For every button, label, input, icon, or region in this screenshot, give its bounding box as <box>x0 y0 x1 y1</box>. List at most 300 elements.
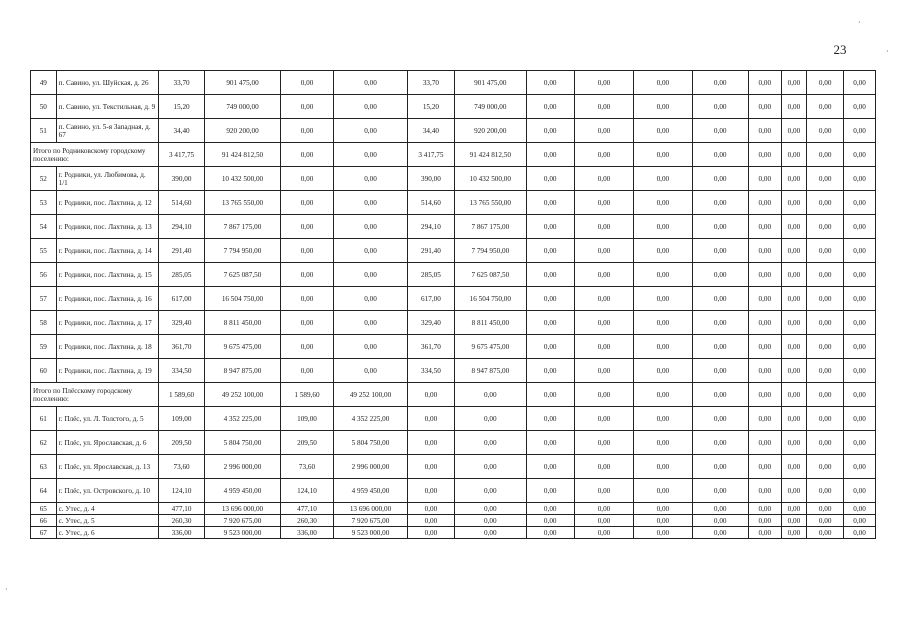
value-cell-9: 0,00 <box>634 515 692 527</box>
value-cell-14: 0,00 <box>844 95 876 119</box>
value-cell-11: 0,00 <box>748 479 781 503</box>
row-name: п. Савино, ул. Шуйская, д. 26 <box>56 71 158 95</box>
value-cell-1: 477,10 <box>159 503 205 515</box>
row-number: 53 <box>31 191 57 215</box>
value-cell-13: 0,00 <box>807 431 844 455</box>
value-cell-9: 0,00 <box>634 455 692 479</box>
value-cell-2: 4 959 450,00 <box>205 479 281 503</box>
value-cell-9: 0,00 <box>634 119 692 143</box>
value-cell-10: 0,00 <box>692 263 748 287</box>
row-number: 55 <box>31 239 57 263</box>
value-cell-2: 2 996 000,00 <box>205 455 281 479</box>
table-row <box>31 431 876 455</box>
row-name: г. Плёс, ул. Островского, д. 10 <box>56 479 158 503</box>
value-cell-13: 0,00 <box>807 119 844 143</box>
value-cell-9: 0,00 <box>634 335 692 359</box>
value-cell-2: 13 696 000,00 <box>205 503 281 515</box>
value-cell-6: 749 000,00 <box>454 95 526 119</box>
value-cell-1: 285,05 <box>159 263 205 287</box>
value-cell-7: 0,00 <box>526 119 574 143</box>
value-cell-1: 361,70 <box>159 335 205 359</box>
table-row <box>31 311 876 335</box>
value-cell-5: 0,00 <box>407 515 454 527</box>
value-cell-1: 617,00 <box>159 287 205 311</box>
row-name: Итого по Родниковскому городскому поселению: <box>31 143 159 167</box>
value-cell-13: 0,00 <box>807 479 844 503</box>
value-cell-14: 0,00 <box>844 431 876 455</box>
value-cell-14: 0,00 <box>844 335 876 359</box>
value-cell-8: 0,00 <box>574 455 633 479</box>
row-number: 65 <box>31 503 57 515</box>
row-name: п. Савино, ул. 5-я Западная, д. 67 <box>56 119 158 143</box>
value-cell-9: 0,00 <box>634 407 692 431</box>
value-cell-1: 73,60 <box>159 455 205 479</box>
value-cell-5: 34,40 <box>407 119 454 143</box>
row-name: п. Савино, ул. Текстильная, д. 9 <box>56 95 158 119</box>
value-cell-7: 0,00 <box>526 311 574 335</box>
value-cell-5: 0,00 <box>407 479 454 503</box>
value-cell-7: 0,00 <box>526 503 574 515</box>
value-cell-2: 4 352 225,00 <box>205 407 281 431</box>
value-cell-5: 0,00 <box>407 431 454 455</box>
value-cell-9: 0,00 <box>634 71 692 95</box>
value-cell-13: 0,00 <box>807 191 844 215</box>
value-cell-8: 0,00 <box>574 359 633 383</box>
value-cell-9: 0,00 <box>634 527 692 539</box>
value-cell-2: 7 867 175,00 <box>205 215 281 239</box>
value-cell-10: 0,00 <box>692 335 748 359</box>
value-cell-2: 8 947 875,00 <box>205 359 281 383</box>
row-number: 64 <box>31 479 57 503</box>
value-cell-7: 0,00 <box>526 407 574 431</box>
value-cell-5: 0,00 <box>407 503 454 515</box>
value-cell-1: 329,40 <box>159 311 205 335</box>
value-cell-2: 749 000,00 <box>205 95 281 119</box>
value-cell-1: 334,50 <box>159 359 205 383</box>
row-name: г. Родники, пос. Лахтина, д. 13 <box>56 215 158 239</box>
value-cell-4: 9 523 000,00 <box>334 527 408 539</box>
value-cell-7: 0,00 <box>526 143 574 167</box>
value-cell-8: 0,00 <box>574 143 633 167</box>
value-cell-7: 0,00 <box>526 191 574 215</box>
value-cell-1: 336,00 <box>159 527 205 539</box>
value-cell-2: 91 424 812,50 <box>205 143 281 167</box>
value-cell-10: 0,00 <box>692 119 748 143</box>
row-name: г. Родники, пос. Лахтина, д. 17 <box>56 311 158 335</box>
value-cell-6: 10 432 500,00 <box>454 167 526 191</box>
value-cell-1: 109,00 <box>159 407 205 431</box>
row-number: 66 <box>31 515 57 527</box>
value-cell-1: 1 589,60 <box>159 383 205 407</box>
value-cell-9: 0,00 <box>634 479 692 503</box>
value-cell-7: 0,00 <box>526 215 574 239</box>
row-number: 60 <box>31 359 57 383</box>
value-cell-11: 0,00 <box>748 335 781 359</box>
value-cell-5: 285,05 <box>407 263 454 287</box>
value-cell-13: 0,00 <box>807 503 844 515</box>
value-cell-10: 0,00 <box>692 239 748 263</box>
value-cell-12: 0,00 <box>781 119 807 143</box>
value-cell-11: 0,00 <box>748 515 781 527</box>
value-cell-13: 0,00 <box>807 95 844 119</box>
value-cell-14: 0,00 <box>844 359 876 383</box>
row-name: г. Плёс, ул. Ярославская, д. 6 <box>56 431 158 455</box>
row-number: 56 <box>31 263 57 287</box>
value-cell-9: 0,00 <box>634 95 692 119</box>
value-cell-3: 0,00 <box>280 287 333 311</box>
value-cell-9: 0,00 <box>634 287 692 311</box>
row-name: г. Плёс, ул. Л. Толстого, д. 5 <box>56 407 158 431</box>
row-name: с. Утес, д. 5 <box>56 515 158 527</box>
value-cell-13: 0,00 <box>807 143 844 167</box>
value-cell-11: 0,00 <box>748 119 781 143</box>
value-cell-8: 0,00 <box>574 479 633 503</box>
value-cell-9: 0,00 <box>634 359 692 383</box>
value-cell-12: 0,00 <box>781 167 807 191</box>
value-cell-11: 0,00 <box>748 383 781 407</box>
value-cell-10: 0,00 <box>692 431 748 455</box>
value-cell-3: 124,10 <box>280 479 333 503</box>
value-cell-14: 0,00 <box>844 239 876 263</box>
value-cell-4: 0,00 <box>334 191 408 215</box>
value-cell-9: 0,00 <box>634 215 692 239</box>
value-cell-12: 0,00 <box>781 71 807 95</box>
value-cell-1: 514,60 <box>159 191 205 215</box>
value-cell-5: 3 417,75 <box>407 143 454 167</box>
value-cell-13: 0,00 <box>807 335 844 359</box>
value-cell-9: 0,00 <box>634 167 692 191</box>
value-cell-8: 0,00 <box>574 503 633 515</box>
value-cell-11: 0,00 <box>748 455 781 479</box>
value-cell-2: 13 765 550,00 <box>205 191 281 215</box>
value-cell-3: 0,00 <box>280 95 333 119</box>
value-cell-14: 0,00 <box>844 263 876 287</box>
value-cell-6: 0,00 <box>454 383 526 407</box>
value-cell-13: 0,00 <box>807 527 844 539</box>
value-cell-7: 0,00 <box>526 431 574 455</box>
value-cell-13: 0,00 <box>807 263 844 287</box>
value-cell-10: 0,00 <box>692 515 748 527</box>
value-cell-7: 0,00 <box>526 287 574 311</box>
value-cell-1: 34,40 <box>159 119 205 143</box>
value-cell-3: 0,00 <box>280 143 333 167</box>
value-cell-2: 901 475,00 <box>205 71 281 95</box>
value-cell-9: 0,00 <box>634 239 692 263</box>
value-cell-11: 0,00 <box>748 407 781 431</box>
value-cell-4: 0,00 <box>334 287 408 311</box>
value-cell-2: 16 504 750,00 <box>205 287 281 311</box>
value-cell-8: 0,00 <box>574 71 633 95</box>
value-cell-8: 0,00 <box>574 95 633 119</box>
table-row <box>31 239 876 263</box>
value-cell-2: 920 200,00 <box>205 119 281 143</box>
value-cell-3: 109,00 <box>280 407 333 431</box>
value-cell-2: 7 625 087,50 <box>205 263 281 287</box>
value-cell-10: 0,00 <box>692 95 748 119</box>
value-cell-4: 4 959 450,00 <box>334 479 408 503</box>
value-cell-12: 0,00 <box>781 359 807 383</box>
value-cell-1: 260,30 <box>159 515 205 527</box>
value-cell-12: 0,00 <box>781 335 807 359</box>
value-cell-1: 124,10 <box>159 479 205 503</box>
value-cell-7: 0,00 <box>526 479 574 503</box>
row-name: г. Родники, пос. Лахтина, д. 16 <box>56 287 158 311</box>
table-row <box>31 167 876 191</box>
value-cell-14: 0,00 <box>844 455 876 479</box>
value-cell-10: 0,00 <box>692 359 748 383</box>
value-cell-12: 0,00 <box>781 503 807 515</box>
value-cell-9: 0,00 <box>634 383 692 407</box>
value-cell-14: 0,00 <box>844 407 876 431</box>
value-cell-3: 0,00 <box>280 239 333 263</box>
value-cell-6: 7 625 087,50 <box>454 263 526 287</box>
value-cell-6: 8 947 875,00 <box>454 359 526 383</box>
table-row <box>31 95 876 119</box>
row-number: 54 <box>31 215 57 239</box>
value-cell-12: 0,00 <box>781 191 807 215</box>
value-cell-6: 7 794 950,00 <box>454 239 526 263</box>
value-cell-6: 0,00 <box>454 455 526 479</box>
value-cell-2: 7 920 675,00 <box>205 515 281 527</box>
value-cell-10: 0,00 <box>692 383 748 407</box>
value-cell-4: 0,00 <box>334 263 408 287</box>
value-cell-11: 0,00 <box>748 359 781 383</box>
value-cell-6: 901 475,00 <box>454 71 526 95</box>
table-row <box>31 407 876 431</box>
value-cell-9: 0,00 <box>634 191 692 215</box>
value-cell-13: 0,00 <box>807 515 844 527</box>
value-cell-10: 0,00 <box>692 191 748 215</box>
value-cell-8: 0,00 <box>574 239 633 263</box>
value-cell-6: 0,00 <box>454 515 526 527</box>
value-cell-3: 0,00 <box>280 119 333 143</box>
row-name: г. Родники, пос. Лахтина, д. 12 <box>56 191 158 215</box>
table-row <box>31 71 876 95</box>
value-cell-7: 0,00 <box>526 71 574 95</box>
value-cell-8: 0,00 <box>574 407 633 431</box>
value-cell-12: 0,00 <box>781 215 807 239</box>
value-cell-14: 0,00 <box>844 479 876 503</box>
value-cell-4: 7 920 675,00 <box>334 515 408 527</box>
value-cell-1: 33,70 <box>159 71 205 95</box>
value-cell-14: 0,00 <box>844 143 876 167</box>
row-number: 63 <box>31 455 57 479</box>
value-cell-11: 0,00 <box>748 71 781 95</box>
row-name: г. Родники, пос. Лахтина, д. 19 <box>56 359 158 383</box>
value-cell-14: 0,00 <box>844 383 876 407</box>
row-number: 62 <box>31 431 57 455</box>
value-cell-7: 0,00 <box>526 335 574 359</box>
total-row <box>31 143 876 167</box>
value-cell-7: 0,00 <box>526 359 574 383</box>
value-cell-11: 0,00 <box>748 167 781 191</box>
value-cell-8: 0,00 <box>574 311 633 335</box>
value-cell-6: 0,00 <box>454 503 526 515</box>
value-cell-12: 0,00 <box>781 455 807 479</box>
top-right-dot-mark: · <box>858 18 861 27</box>
value-cell-12: 0,00 <box>781 263 807 287</box>
value-cell-6: 0,00 <box>454 479 526 503</box>
value-cell-14: 0,00 <box>844 515 876 527</box>
value-cell-10: 0,00 <box>692 479 748 503</box>
value-cell-4: 0,00 <box>334 143 408 167</box>
row-name: г. Родники, пос. Лахтина, д. 18 <box>56 335 158 359</box>
value-cell-9: 0,00 <box>634 143 692 167</box>
row-number: 61 <box>31 407 57 431</box>
value-cell-6: 0,00 <box>454 407 526 431</box>
value-cell-8: 0,00 <box>574 263 633 287</box>
table-row <box>31 215 876 239</box>
value-cell-12: 0,00 <box>781 143 807 167</box>
value-cell-14: 0,00 <box>844 215 876 239</box>
row-number: 52 <box>31 167 57 191</box>
value-cell-5: 15,20 <box>407 95 454 119</box>
value-cell-4: 0,00 <box>334 359 408 383</box>
value-cell-12: 0,00 <box>781 239 807 263</box>
value-cell-8: 0,00 <box>574 527 633 539</box>
value-cell-12: 0,00 <box>781 515 807 527</box>
value-cell-14: 0,00 <box>844 119 876 143</box>
value-cell-1: 209,50 <box>159 431 205 455</box>
row-name: г. Родники, пос. Лахтина, д. 14 <box>56 239 158 263</box>
value-cell-12: 0,00 <box>781 383 807 407</box>
value-cell-10: 0,00 <box>692 311 748 335</box>
value-cell-3: 0,00 <box>280 167 333 191</box>
value-cell-11: 0,00 <box>748 503 781 515</box>
value-cell-11: 0,00 <box>748 287 781 311</box>
value-cell-1: 3 417,75 <box>159 143 205 167</box>
value-cell-2: 9 675 475,00 <box>205 335 281 359</box>
value-cell-6: 13 765 550,00 <box>454 191 526 215</box>
value-cell-10: 0,00 <box>692 167 748 191</box>
value-cell-11: 0,00 <box>748 239 781 263</box>
value-cell-3: 336,00 <box>280 527 333 539</box>
value-cell-4: 0,00 <box>334 311 408 335</box>
value-cell-3: 73,60 <box>280 455 333 479</box>
row-number: 49 <box>31 71 57 95</box>
value-cell-10: 0,00 <box>692 215 748 239</box>
value-cell-10: 0,00 <box>692 71 748 95</box>
value-cell-5: 361,70 <box>407 335 454 359</box>
table-row <box>31 335 876 359</box>
value-cell-3: 0,00 <box>280 71 333 95</box>
table-row <box>31 515 876 527</box>
value-cell-3: 260,30 <box>280 515 333 527</box>
value-cell-11: 0,00 <box>748 143 781 167</box>
value-cell-4: 49 252 100,00 <box>334 383 408 407</box>
table-row <box>31 287 876 311</box>
value-cell-14: 0,00 <box>844 287 876 311</box>
right-dot-mark: · <box>886 47 889 56</box>
value-cell-5: 0,00 <box>407 383 454 407</box>
value-cell-8: 0,00 <box>574 167 633 191</box>
value-cell-10: 0,00 <box>692 455 748 479</box>
value-cell-10: 0,00 <box>692 287 748 311</box>
value-cell-2: 5 804 750,00 <box>205 431 281 455</box>
value-cell-13: 0,00 <box>807 71 844 95</box>
row-name: Итого по Плёсскому городскому поселению: <box>31 383 159 407</box>
value-cell-6: 8 811 450,00 <box>454 311 526 335</box>
value-cell-14: 0,00 <box>844 191 876 215</box>
value-cell-7: 0,00 <box>526 167 574 191</box>
value-cell-14: 0,00 <box>844 167 876 191</box>
value-cell-2: 7 794 950,00 <box>205 239 281 263</box>
value-cell-3: 0,00 <box>280 359 333 383</box>
value-cell-8: 0,00 <box>574 515 633 527</box>
value-cell-14: 0,00 <box>844 311 876 335</box>
left-dot-mark: · <box>5 585 8 594</box>
value-cell-14: 0,00 <box>844 71 876 95</box>
value-cell-6: 920 200,00 <box>454 119 526 143</box>
value-cell-13: 0,00 <box>807 287 844 311</box>
value-cell-3: 0,00 <box>280 263 333 287</box>
row-name: г. Родники, пос. Лахтина, д. 15 <box>56 263 158 287</box>
value-cell-9: 0,00 <box>634 431 692 455</box>
value-cell-5: 0,00 <box>407 455 454 479</box>
value-cell-11: 0,00 <box>748 215 781 239</box>
value-cell-3: 209,50 <box>280 431 333 455</box>
value-cell-3: 0,00 <box>280 191 333 215</box>
table-row <box>31 263 876 287</box>
row-name: с. Утес, д. 6 <box>56 527 158 539</box>
value-cell-6: 16 504 750,00 <box>454 287 526 311</box>
value-cell-1: 291,40 <box>159 239 205 263</box>
value-cell-6: 91 424 812,50 <box>454 143 526 167</box>
value-cell-2: 49 252 100,00 <box>205 383 281 407</box>
value-cell-12: 0,00 <box>781 431 807 455</box>
value-cell-10: 0,00 <box>692 407 748 431</box>
table-row <box>31 119 876 143</box>
table-row <box>31 359 876 383</box>
value-cell-1: 294,10 <box>159 215 205 239</box>
value-cell-4: 0,00 <box>334 119 408 143</box>
value-cell-4: 0,00 <box>334 215 408 239</box>
row-number: 59 <box>31 335 57 359</box>
value-cell-13: 0,00 <box>807 311 844 335</box>
row-name: г. Плёс, ул. Ярославская, д. 13 <box>56 455 158 479</box>
value-cell-7: 0,00 <box>526 515 574 527</box>
value-cell-5: 0,00 <box>407 407 454 431</box>
value-cell-9: 0,00 <box>634 263 692 287</box>
value-cell-8: 0,00 <box>574 431 633 455</box>
value-cell-14: 0,00 <box>844 503 876 515</box>
value-cell-12: 0,00 <box>781 287 807 311</box>
value-cell-13: 0,00 <box>807 407 844 431</box>
value-cell-2: 10 432 500,00 <box>205 167 281 191</box>
value-cell-11: 0,00 <box>748 311 781 335</box>
value-cell-3: 1 589,60 <box>280 383 333 407</box>
value-cell-11: 0,00 <box>748 191 781 215</box>
value-cell-2: 8 811 450,00 <box>205 311 281 335</box>
value-cell-13: 0,00 <box>807 167 844 191</box>
value-cell-6: 9 675 475,00 <box>454 335 526 359</box>
value-cell-1: 15,20 <box>159 95 205 119</box>
value-cell-7: 0,00 <box>526 455 574 479</box>
value-cell-4: 0,00 <box>334 335 408 359</box>
value-cell-7: 0,00 <box>526 527 574 539</box>
total-row <box>31 383 876 407</box>
value-cell-3: 0,00 <box>280 335 333 359</box>
table-row <box>31 503 876 515</box>
financial-table <box>30 70 876 539</box>
value-cell-12: 0,00 <box>781 527 807 539</box>
row-name: г. Родники, ул. Любимова, д. 1/1 <box>56 167 158 191</box>
value-cell-8: 0,00 <box>574 119 633 143</box>
value-cell-8: 0,00 <box>574 287 633 311</box>
value-cell-6: 0,00 <box>454 527 526 539</box>
value-cell-13: 0,00 <box>807 455 844 479</box>
table-row <box>31 191 876 215</box>
